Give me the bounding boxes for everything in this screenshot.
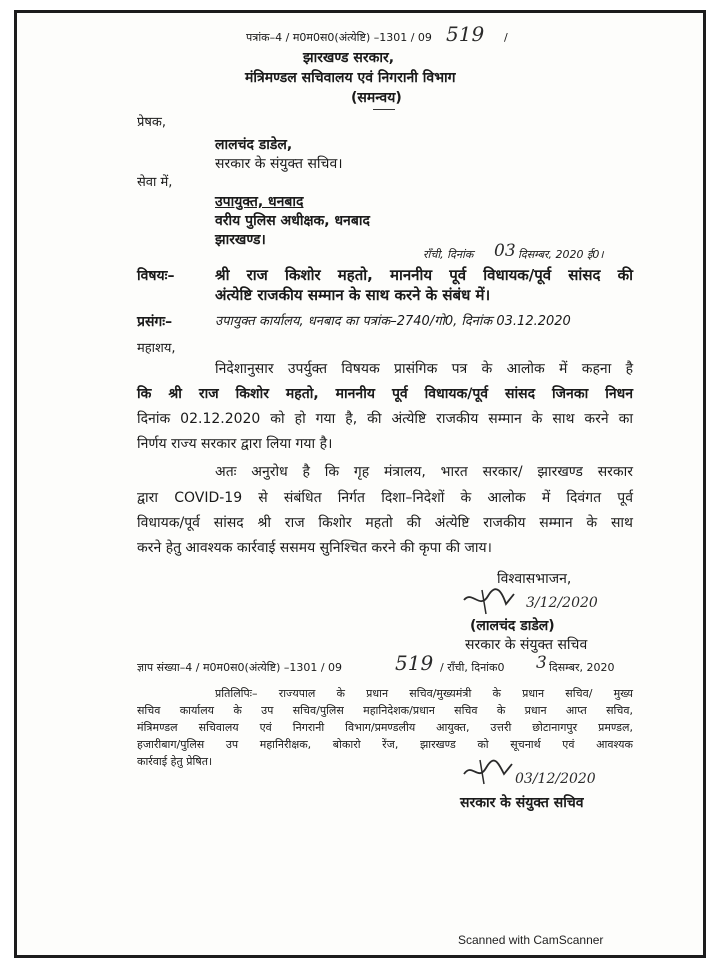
subject-label: विषयः– <box>137 268 175 284</box>
memo-signature-date: 03/12/2020 <box>515 771 596 787</box>
memo-day: 3 <box>536 653 547 673</box>
sender-name: लालचंद डाडेल, <box>215 137 293 153</box>
govt-name: झारखण्ड सरकार, <box>303 50 395 66</box>
signature-date: 3/12/2020 <box>526 595 598 611</box>
memo-date-rest: दिसम्बर, 2020 <box>549 661 615 674</box>
body-p1-line-2: कि श्री राज किशोर महतो, माननीय पूर्व विधायक/पूर्व सांसद जिनका निधन <box>137 386 633 402</box>
section-name: (समन्वय) <box>351 90 402 106</box>
reference-text: उपायुक्त कार्यालय, धनबाद का पत्रांक–2740/गो0, दिनांक 03.12.2020 <box>215 314 571 329</box>
signatory-name: (लालचंद डाडेल) <box>470 618 555 634</box>
recipient-line-3: झारखण्ड। <box>215 232 266 248</box>
body-p1-line-1: निदेशानुसार उपर्युक्त विषयक प्रासंगिक पत्र के आलोक में कहना है <box>215 361 633 377</box>
copy-line-1: प्रतिलिपिः– राज्यपाल के प्रधान सचिव/मुख्यमंत्री के प्रधान सचिव/ मुख्य <box>215 687 633 700</box>
salutation: महाशय, <box>137 341 176 356</box>
body-p1-line-4: निर्णय राज्य सरकार द्वारा लिया गया है। <box>137 436 333 452</box>
copy-line-5: कार्रवाई हेतु प्रेषित। <box>137 755 213 768</box>
body-p1-line-3: दिनांक 02.12.2020 को हो गया है, की अंत्येष्टि राजकीय सम्मान के साथ करने का <box>137 411 633 427</box>
letter-ref: पत्रांक–4 / म0म0स0(अंत्येष्टि) –1301 / 09 <box>246 31 432 44</box>
sender-designation: सरकार के संयुक्त सचिव। <box>215 156 343 172</box>
copy-line-3: मंत्रिमण्डल सचिवालय एवं निगरानी विभाग/प्रमण्डलीय आयुक्त, उत्तरी छोटानागपुर प्रमण्डल, <box>137 721 633 734</box>
copy-line-4: हजारीबाग/पुलिस उप महानिरीक्षक, बोकारो रेंज, झारखण्ड को सूचनार्थ एवं आवश्यक <box>137 738 633 751</box>
header-divider <box>373 109 395 110</box>
signature-mark <box>462 586 522 620</box>
closing: विश्वासभाजन, <box>497 571 572 587</box>
reference-label: प्रसंगः– <box>137 314 173 330</box>
body-p2-line-3: विधायक/पूर्व सांसद श्री राज किशोर महतो की अंत्येष्टि राजकीय सम्मान के साथ <box>137 515 633 531</box>
scanner-watermark: Scanned with CamScanner <box>458 933 604 947</box>
subject-line-2: अंत्येष्टि राजकीय सम्मान के साथ करने के संबंध में। <box>215 286 491 304</box>
sender-label: प्रेषक, <box>137 115 167 130</box>
memo-designation: सरकार के संयुक्त सचिव <box>460 795 584 811</box>
memo-number-line: ज्ञाप संख्या–4 / म0म0स0(अंत्येष्टि) –1301 / 09 <box>137 661 343 674</box>
department-name: मंत्रिमण्डल सचिवालय एवं निगरानी विभाग <box>245 70 456 86</box>
recipient-label: सेवा में, <box>137 175 173 190</box>
date-day: 03 <box>494 241 516 261</box>
memo-signature-mark <box>462 754 518 788</box>
recipient-line-2: वरीय पुलिस अधीक्षक, धनबाद <box>215 213 370 229</box>
letter-ref-number: 519 <box>446 22 485 46</box>
document-page <box>14 10 706 958</box>
memo-place: / राँची, दिनांक0 <box>440 661 505 674</box>
subject-line-1: श्री राज किशोर महतो, माननीय पूर्व विधायक/पूर्व सांसद की <box>215 266 633 284</box>
body-p2-line-2: द्वारा COVID-19 से संबंधित निर्गत दिशा–निदेशों के आलोक में दिवंगत पूर्व <box>137 490 633 506</box>
memo-number: 519 <box>395 651 434 675</box>
recipient-line-1: उपायुक्त, धनबाद <box>215 194 304 210</box>
date-prefix: राँची, दिनांक <box>423 248 474 261</box>
letter-ref-suffix: / <box>504 31 508 44</box>
body-p2-line-4: करने हेतु आवश्यक कार्रवाई ससमय सुनिश्चित करने की कृपा की जाय। <box>137 540 492 556</box>
date-rest: दिसम्बर, 2020 ई0। <box>518 248 604 261</box>
body-p2-line-1: अतः अनुरोध है कि गृह मंत्रालय, भारत सरकार/ झारखण्ड सरकार <box>215 464 633 480</box>
signatory-designation: सरकार के संयुक्त सचिव <box>465 637 588 653</box>
copy-line-2: सचिव कार्यालय के उप सचिव/पुलिस महानिदेशक/प्रधान सचिव के प्रधान आप्त सचिव, <box>137 704 633 717</box>
